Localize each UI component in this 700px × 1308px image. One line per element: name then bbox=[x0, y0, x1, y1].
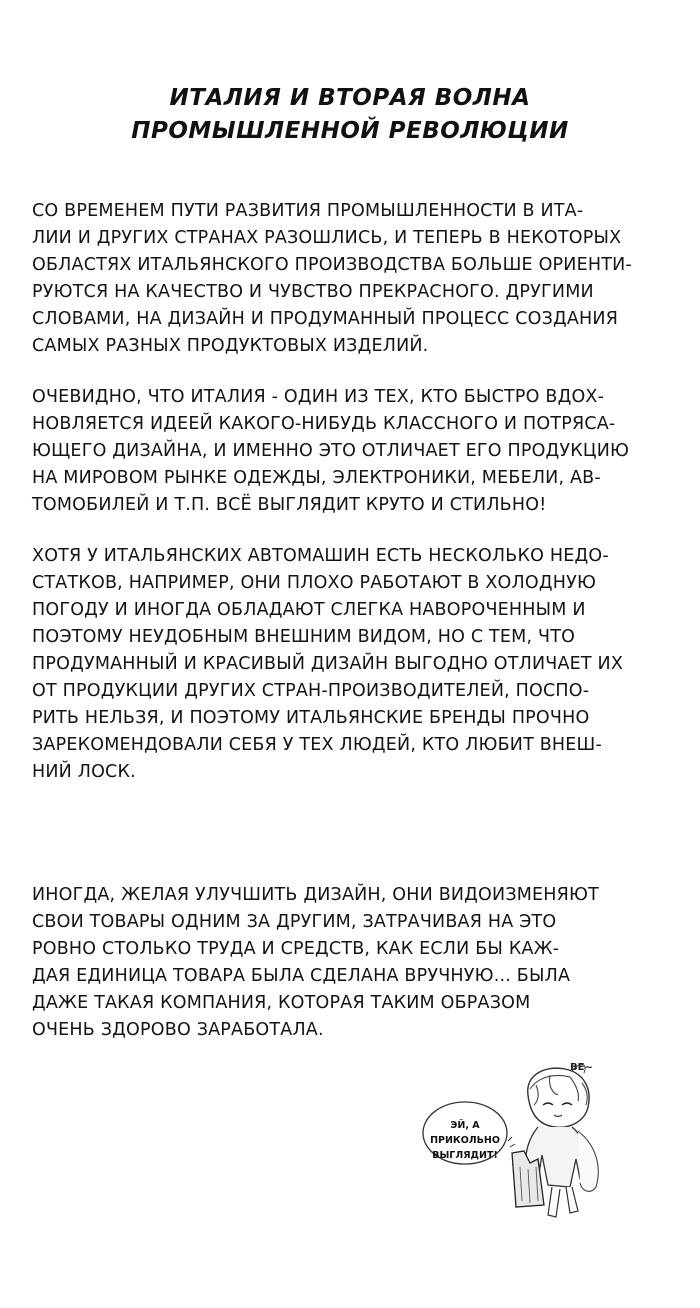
paragraph-line: СТАТКОВ, НАПРИМЕР, ОНИ ПЛОХО РАБОТАЮТ В ХОЛОДНУЮ bbox=[32, 573, 597, 593]
paragraph-line: ПОЭТОМУ НЕУДОБНЫМ ВНЕШНИМ ВИДОМ, НО С ТЕМ, ЧТО bbox=[32, 627, 576, 647]
paragraph-line: ПОГОДУ И ИНОГДА ОБЛАДАЮТ СЛЕГКА НАВОРОЧЕННЫМ И bbox=[32, 600, 586, 620]
paragraph-line: ДАЖЕ ТАКАЯ КОМПАНИЯ, КОТОРАЯ ТАКИМ ОБРАЗОМ bbox=[32, 993, 531, 1013]
paragraph-line: ЗАРЕКОМЕНДОВАЛИ СЕБЯ У ТЕХ ЛЮДЕЙ, КТО ЛЮБИТ ВНЕШ- bbox=[32, 735, 602, 755]
paragraph-3 bbox=[32, 543, 672, 786]
paragraph-line: ТОМОБИЛЕЙ И Т.П. ВСЁ ВЫГЛЯДИТ КРУТО И СТИЛЬНО! bbox=[32, 495, 547, 515]
paragraph-line: СВОИ ТОВАРЫ ОДНИМ ЗА ДРУГИМ, ЗАТРАЧИВАЯ НА ЭТО bbox=[32, 912, 557, 932]
paragraph-line: СЛОВАМИ, НА ДИЗАЙН И ПРОДУМАННЫЙ ПРОЦЕСС СОЗДАНИЯ bbox=[32, 309, 619, 329]
paragraph-line: САМЫХ РАЗНЫХ ПРОДУКТОВЫХ ИЗДЕЛИЙ. bbox=[32, 336, 429, 356]
paragraph-line: ИНОГДА, ЖЕЛАЯ УЛУЧШИТЬ ДИЗАЙН, ОНИ ВИДОИЗМЕНЯЮТ bbox=[32, 885, 599, 905]
paragraph-line: ЮЩЕГО ДИЗАЙНА, И ИМЕННО ЭТО ОТЛИЧАЕТ ЕГО ПРОДУКЦИЮ bbox=[32, 441, 630, 461]
paragraph-line: РИТЬ НЕЛЬЗЯ, И ПОЭТОМУ ИТАЛЬЯНСКИЕ БРЕНДЫ ПРОЧНО bbox=[32, 708, 590, 728]
paragraph-line: ОЧЕВИДНО, ЧТО ИТАЛИЯ - ОДИН ИЗ ТЕХ, КТО БЫСТРО ВДОХ- bbox=[32, 387, 605, 407]
page-title bbox=[0, 82, 700, 148]
paragraph-line: ХОТЯ У ИТАЛЬЯНСКИХ АВТОМАШИН ЕСТЬ НЕСКОЛЬКО НЕДО- bbox=[32, 546, 609, 566]
paragraph-line: НА МИРОВОМ РЫНКЕ ОДЕЖДЫ, ЭЛЕКТРОНИКИ, МЕБЕЛИ, АВ- bbox=[32, 468, 601, 488]
sound-effect-text: ВЕ~ bbox=[570, 1062, 593, 1073]
bubble-line: ЭЙ, А bbox=[450, 1120, 480, 1131]
title-line-1: ИТАЛИЯ И ВТОРАЯ ВОЛНА bbox=[169, 85, 531, 111]
paragraph-4 bbox=[32, 882, 672, 1044]
paragraph-line: ДАЯ ЕДИНИЦА ТОВАРА БЫЛА СДЕЛАНА ВРУЧНУЮ... БЫЛА bbox=[32, 966, 571, 986]
paragraph-line: РУЮТСЯ НА КАЧЕСТВО И ЧУВСТВО ПРЕКРАСНОГО. ДРУГИМИ bbox=[32, 282, 594, 302]
paragraph-line: НИЙ ЛОСК. bbox=[32, 762, 136, 782]
character-head bbox=[528, 1068, 589, 1127]
paragraph-line: ОЧЕНЬ ЗДОРОВО ЗАРАБОТАЛА. bbox=[32, 1020, 324, 1040]
bubble-line: ВЫГЛЯДИТ! bbox=[432, 1150, 498, 1161]
paragraph-line: СО ВРЕМЕНЕМ ПУТИ РАЗВИТИЯ ПРОМЫШЛЕННОСТИ В ИТА- bbox=[32, 201, 584, 221]
speech-bubble-text bbox=[424, 1118, 506, 1163]
paragraph-2 bbox=[32, 384, 672, 519]
paragraph-line: ОТ ПРОДУКЦИИ ДРУГИХ СТРАН-ПРОИЗВОДИТЕЛЕЙ, ПОСПО- bbox=[32, 681, 590, 701]
paragraph-line: НОВЛЯЕТСЯ ИДЕЕЙ КАКОГО-НИБУДЬ КЛАССНОГО И ПОТРЯСА- bbox=[32, 414, 616, 434]
paragraph-line: ЛИИ И ДРУГИХ СТРАНАХ РАЗОШЛИСЬ, И ТЕПЕРЬ В НЕКОТОРЫХ bbox=[32, 228, 622, 248]
title-line-2: ПРОМЫШЛЕННОЙ РЕВОЛЮЦИИ bbox=[131, 118, 569, 144]
paragraph-1 bbox=[32, 198, 672, 360]
paragraph-line: ОБЛАСТЯХ ИТАЛЬЯНСКОГО ПРОИЗВОДСТВА БОЛЬШЕ ОРИЕНТИ- bbox=[32, 255, 632, 275]
paragraph-line: РОВНО СТОЛЬКО ТРУДА И СРЕДСТВ, КАК ЕСЛИ БЫ КАЖ- bbox=[32, 939, 560, 959]
bubble-line: ПРИКОЛЬНО bbox=[430, 1135, 500, 1146]
paragraph-line: ПРОДУМАННЫЙ И КРАСИВЫЙ ДИЗАЙН ВЫГОДНО ОТЛИЧАЕТ ИХ bbox=[32, 654, 624, 674]
